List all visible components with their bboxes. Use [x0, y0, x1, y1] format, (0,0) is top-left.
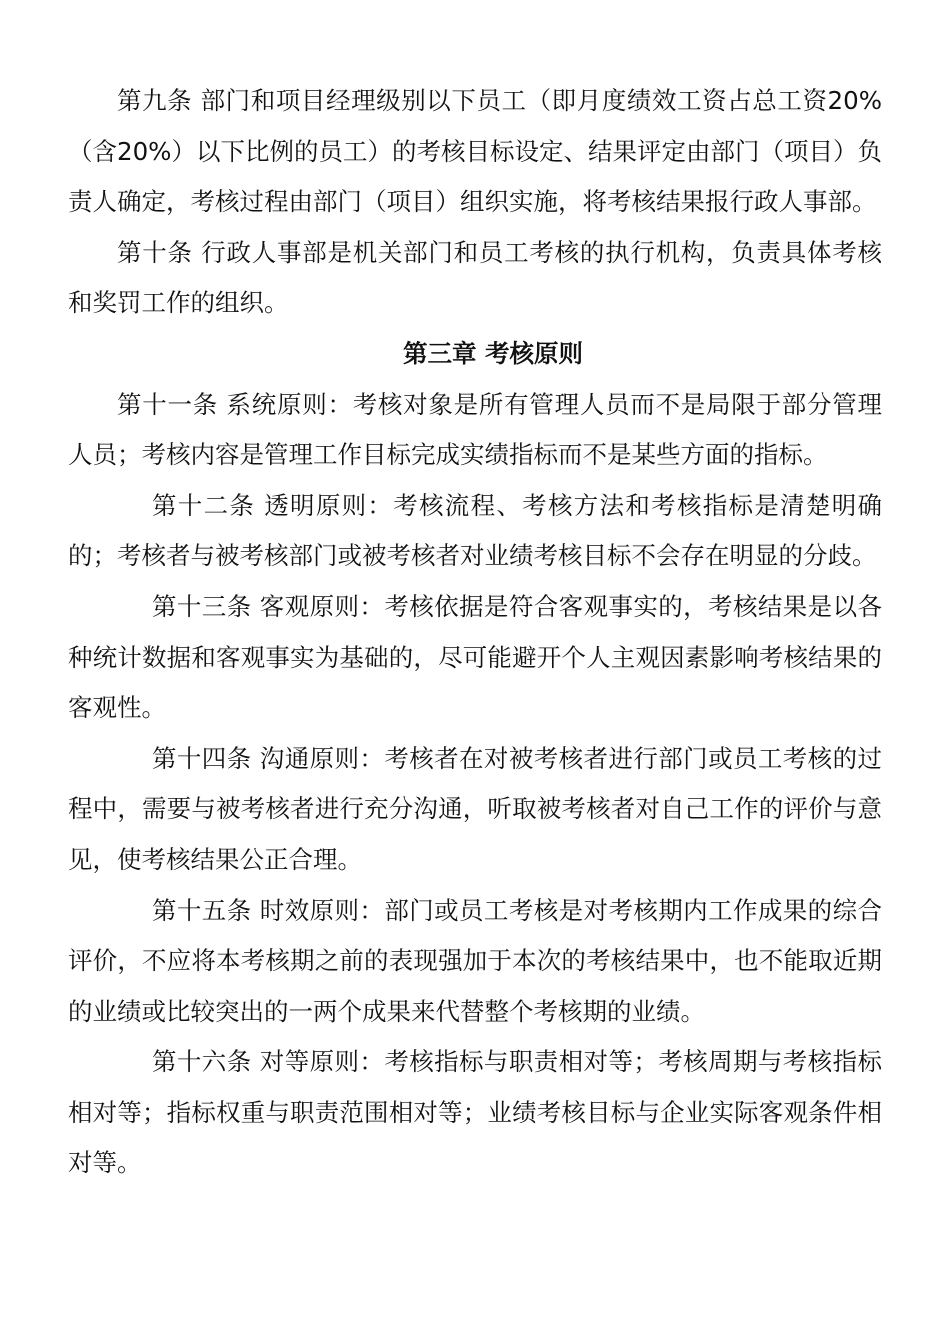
document-page: [68, 76, 882, 1189]
chapter-3-heading: 第三章 考核原则: [402, 338, 584, 368]
article-13-paragraph: 第十三条 客观原则：考核依据是符合客观事实的，考核结果是以各种统计数据和客观事实为基础的，尽可能避开个人主观因素影响考核结果的客观性。: [68, 591, 882, 723]
article-15-paragraph: 第十五条 时效原则：部门或员工考核是对考核期内工作成果的综合评价，不应将本考核期之前的表现强加于本次的考核结果中，也不能取近期的业绩或比较突出的一两个成果来代替整个考核期的业绩。: [68, 895, 882, 1026]
article-16-paragraph: 第十六条 对等原则：考核指标与职责相对等；考核周期与考核指标相对等；指标权重与职责范围相对等；业绩考核目标与企业实际客观条件相对等。: [68, 1047, 882, 1178]
article-11-paragraph: 第十一条 系统原则：考核对象是所有管理人员而不是局限于部分管理人员；考核内容是管理工作目标完成实绩指标而不是某些方面的指标。: [68, 389, 882, 470]
article-10-paragraph: 第十条 行政人事部是机关部门和员工考核的执行机构，负责具体考核和奖罚工作的组织。: [68, 237, 882, 318]
article-9-paragraph: 第九条 部门和项目经理级别以下员工（即月度绩效工资占总工资20%（含20%）以下比例的员工）的考核目标设定、结果评定由部门（项目）负责人确定，考核过程由部门（项目）组织实施，将考核结果报行政人事部。: [68, 86, 882, 217]
article-12-paragraph: 第十二条 透明原则：考核流程、考核方法和考核指标是清楚明确的；考核者与被考核部门或被考核者对业绩考核目标不会存在明显的分歧。: [68, 490, 882, 571]
article-14-paragraph: 第十四条 沟通原则：考核者在对被考核者进行部门或员工考核的过程中，需要与被考核者进行充分沟通，听取被考核者对自己工作的评价与意见，使考核结果公正合理。: [68, 743, 882, 874]
